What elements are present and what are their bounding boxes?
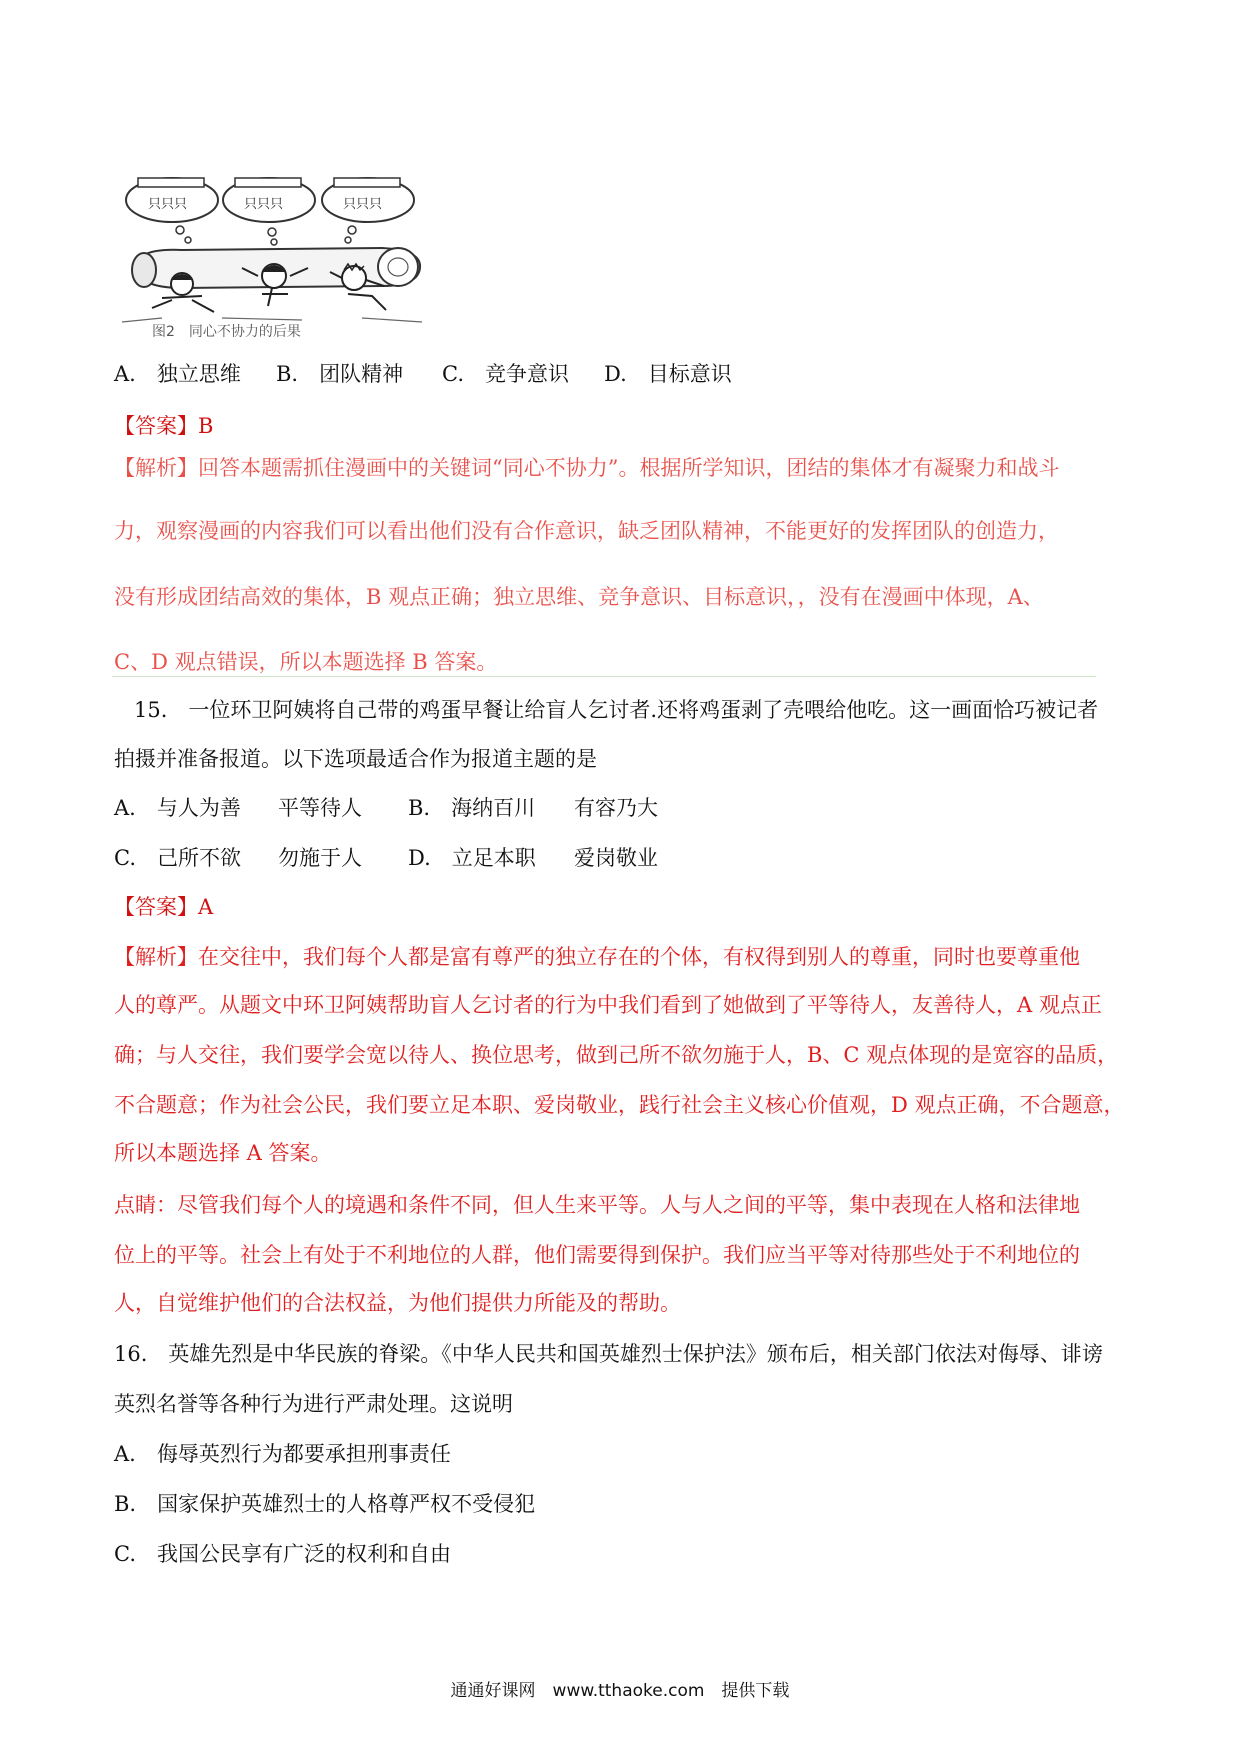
- q15-tip-line: 人，自觉维护他们的合法权益，为他们提供力所能及的帮助。: [114, 1291, 681, 1315]
- q15-option-c-second: 勿施于人: [278, 846, 362, 870]
- bubble-label-middle: 只只只: [244, 197, 284, 212]
- answer-value: B: [198, 414, 214, 438]
- thought-bubble-left: [126, 178, 218, 243]
- q15-stem-line: 拍摄并准备报道。以下选项最适合作为报道主题的是: [114, 747, 597, 771]
- q15-analysis-line: 所以本题选择 A 答案。: [114, 1141, 332, 1165]
- q15-option-b-second: 有容乃大: [574, 796, 658, 820]
- q15-analysis-line: 【解析】在交往中，我们每个人都是富有尊严的独立存在的个体，有权得到别人的尊重，同时也要尊重他: [114, 945, 1080, 969]
- q15-analysis-line: 人的尊严。从题文中环卫阿姨帮助盲人乞讨者的行为中我们看到了她做到了平等待人，友善待人，A 观点正: [114, 993, 1102, 1017]
- answer-label: 【答案】: [114, 414, 198, 438]
- page-footer: 通通好课网 www.tthaoke.com 提供下载: [450, 1681, 790, 1701]
- answer-label: 【答案】: [114, 895, 198, 919]
- q16-option-c: C. 我国公民享有广泛的权利和自由: [114, 1542, 451, 1566]
- q15-option-d-second: 爱岗敬业: [574, 846, 658, 870]
- q15-tip-line: 点睛：尽管我们每个人的境遇和条件不同，但人生来平等。人与人之间的平等，集中表现在人格和法律地: [114, 1193, 1080, 1217]
- cartoon-figure: [122, 172, 432, 340]
- q15-option-b: B. 海纳百川: [408, 796, 536, 820]
- bubble-label-right: 只只只: [343, 197, 383, 212]
- q15-tip-line: 位上的平等。社会上有处于不利地位的人群，他们需要得到保护。我们应当平等对待那些处于不利地位的: [114, 1243, 1080, 1267]
- q16-stem-line: 16. 英雄先烈是中华民族的脊梁。《中华人民共和国英雄烈士保护法》颁布后，相关部门依法对侮辱、诽谤: [114, 1342, 1103, 1366]
- q15-analysis-line: 不合题意；作为社会公民，我们要立足本职、爱岗敬业，践行社会主义核心价值观，D 观点正确，不合题意，: [114, 1093, 1125, 1117]
- q14-option-b: B. 团队精神: [276, 362, 404, 386]
- q15-analysis-line: 确；与人交往，我们要学会宽以待人、换位思考，做到己所不欲勿施于人，B、C 观点体现的是宽容的品质，: [114, 1043, 1119, 1067]
- thought-bubble-middle: [223, 178, 315, 245]
- figure-caption: 图2 同心不协力的后果: [152, 324, 301, 340]
- q15-option-a-second: 平等待人: [278, 796, 362, 820]
- q14-answer: [114, 410, 213, 440]
- analysis-label: 【解析】: [114, 945, 198, 969]
- q14-option-d: D. 目标意识: [604, 362, 732, 386]
- q16-option-a: A. 侮辱英烈行为都要承担刑事责任: [114, 1442, 451, 1466]
- q15-option-a: A. 与人为善: [114, 796, 241, 820]
- q14-option-a: A. 独立思维: [114, 362, 241, 386]
- q14-analysis-line: C、D 观点错误，所以本题选择 B 答案。: [114, 650, 498, 674]
- section-divider: [112, 676, 1096, 677]
- q15-option-c: C. 己所不欲: [114, 846, 241, 870]
- q16-option-b: B. 国家保护英雄烈士的人格尊严权不受侵犯: [114, 1492, 536, 1516]
- q14-analysis-line: 力，观察漫画的内容我们可以看出他们没有合作意识，缺乏团队精神，不能更好的发挥团队的创造力，: [114, 519, 1059, 543]
- q14-analysis-line: 【解析】回答本题需抓住漫画中的关键词“同心不协力”。根据所学知识，团结的集体才有凝聚力和战斗: [114, 456, 1060, 480]
- q15-stem-line: 15. 一位环卫阿姨将自己带的鸡蛋早餐让给盲人乞讨者.还将鸡蛋剥了壳喂给他吃。这一画面恰巧被记者: [134, 698, 1099, 722]
- thought-bubble-right: [322, 178, 414, 243]
- q16-stem-line: 英烈名誉等各种行为进行严肃处理。这说明: [114, 1392, 513, 1416]
- analysis-label: 【解析】: [114, 456, 198, 480]
- bubble-label-left: 只只只: [148, 197, 188, 212]
- q14-analysis-line: 没有形成团结高效的集体，B 观点正确；独立思维、竞争意识、目标意识，，没有在漫画中体现，A、: [114, 585, 1044, 609]
- q14-option-c: C. 竞争意识: [442, 362, 569, 386]
- q15-answer: [114, 891, 213, 921]
- q15-option-d: D. 立足本职: [408, 846, 536, 870]
- answer-value: A: [198, 895, 214, 919]
